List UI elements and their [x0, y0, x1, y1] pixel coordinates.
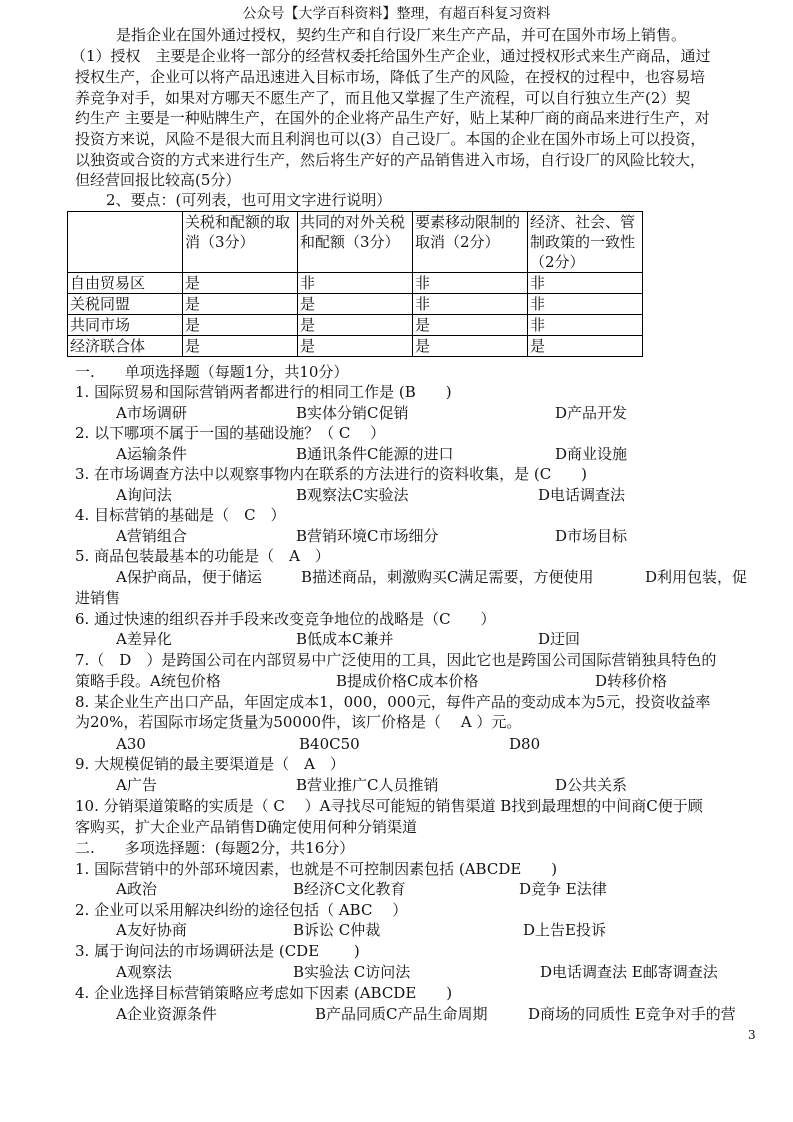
question-4: 4. 目标营销的基础是（ C ）	[75, 506, 286, 524]
mc-question-4: 4. 企业选择目标营销策略应考虑如下因素 (ABCDE )	[75, 984, 453, 1002]
option: A政治	[116, 880, 157, 898]
option: A运输条件	[116, 445, 187, 463]
page-number: 3	[748, 1028, 756, 1042]
option: A询问法	[116, 486, 172, 504]
option: B低成本C兼并	[296, 630, 394, 648]
table-cell: 非	[413, 294, 528, 315]
option: D电话调查法 E邮寄调查法	[540, 963, 718, 981]
question-3: 3. 在市场调查方法中以观察事物内在联系的方法进行的资料收集，是 (C )	[75, 465, 588, 483]
intro-line: 授权生产，企业可以将产品迅速进入目标市场，降低了生产的风险，在授权的过程中，也容易培	[75, 68, 706, 86]
option: A观察法	[116, 963, 172, 981]
option: B营销环境C市场细分	[296, 527, 439, 545]
question-5: 5. 商品包装最基本的功能是（ A ）	[75, 547, 330, 565]
option: A差异化	[116, 630, 172, 648]
option: A30	[116, 735, 146, 753]
option: D电话调查法	[538, 486, 626, 504]
table-cell: 非	[528, 273, 643, 294]
option: B提成价格C成本价格	[336, 672, 479, 690]
section2-title: 二. 多项选择题：(每题2分，共16分）	[75, 839, 355, 857]
mc-question-1: 1. 国际营销中的外部环境因素，也就是不可控制因素包括 (ABCDE )	[75, 860, 558, 878]
question-8: 8. 某企业生产出口产品，年固定成本1，000，000元，每件产品的变动成本为5元，投资收益率	[75, 693, 711, 711]
mc-question-3: 3. 属于询问法的市场调研法是 (CDE )	[75, 942, 360, 960]
option: D80	[509, 735, 541, 753]
option: B诉讼 C仲裁	[293, 921, 381, 939]
intro-line: （1）授权 主要是企业将一部分的经营权委托给国外生产企业，通过授权形式来生产商品，通过	[71, 47, 711, 65]
question-2: 2. 以下哪项不属于一国的基础设施？（ C ）	[75, 424, 386, 442]
option: B40C50	[299, 735, 360, 753]
table-cell: 是	[298, 315, 413, 336]
intro-line: 养竞争对手，如果对方哪天不愿生产了，而且他又掌握了生产流程，可以自行独立生产(2）契	[75, 89, 691, 107]
section1-title: 一. 单项选择题（每题1分，共10分）	[75, 363, 349, 381]
page-header: 公众号【大学百科资料】整理，有超百科复习资料	[242, 6, 551, 22]
table-header-cell: 经济、社会、管制政策的一致性（2分）	[528, 212, 643, 273]
option: D利用包装，促	[645, 568, 748, 586]
question-continuation: 进销售	[75, 589, 121, 607]
intro-line: 以独资或合资的方式来进行生产，然后将生产好的产品销售进入市场，自行设厂的风险比较大，	[75, 151, 706, 169]
option: D竞争 E法律	[519, 880, 607, 898]
comparison-table	[67, 211, 643, 357]
table-cell: 经济联合体	[68, 336, 183, 357]
option: A广告	[116, 776, 157, 794]
table-cell: 共同市场	[68, 315, 183, 336]
table-cell: 是	[413, 315, 528, 336]
option: 策略手段。A统包价格	[75, 672, 221, 690]
option: A企业资源条件	[116, 1005, 217, 1023]
table-cell: 非	[528, 294, 643, 315]
option: B通讯条件C能源的进口	[296, 445, 454, 463]
question-continuation: 为20%，若国际市场定货量为50000件，该厂价格是（ A ）元。	[75, 713, 522, 731]
option: D市场目标	[555, 527, 628, 545]
table-cell: 非	[528, 315, 643, 336]
option: A市场调研	[116, 404, 187, 422]
question-1: 1. 国际贸易和国际营销两者都进行的相同工作是 (B )	[75, 383, 452, 401]
option: D转移价格	[595, 672, 668, 690]
intro-line: 约生产 主要是一种贴牌生产，在国外的企业将产品生产好，贴上某种厂商的商品来进行生产，对	[75, 109, 710, 127]
table-cell: 是	[183, 336, 298, 357]
table-header-cell	[68, 212, 183, 273]
table-cell: 是	[183, 294, 298, 315]
option: B产品同质C产品生命周期	[315, 1005, 488, 1023]
question-6: 6. 通过快速的组织吞并手段来改变竞争地位的战略是（C ）	[75, 610, 496, 628]
option: B实体分销C促销	[296, 404, 409, 422]
points-title: 2、要点：(可列表，也可用文字进行说明）	[106, 191, 392, 209]
table-header-row	[68, 212, 643, 273]
table-row	[68, 273, 643, 294]
table-cell: 非	[298, 273, 413, 294]
table-cell: 非	[413, 273, 528, 294]
option: B经济C文化教育	[293, 880, 406, 898]
intro-line: 但经营回报比较高(5分）	[75, 171, 241, 189]
table-header-cell: 共同的对外关税和配额（3分）	[298, 212, 413, 273]
intro-line: 是指企业在国外通过授权，契约生产和自行设厂来生产产品，并可在国外市场上销售。	[116, 26, 687, 44]
mc-question-2: 2. 企业可以采用解决纠纷的途径包括（ ABC ）	[75, 901, 408, 919]
option: B观察法C实验法	[296, 486, 409, 504]
table-cell: 是	[528, 336, 643, 357]
question-7: 7.（ D ）是跨国公司在内部贸易中广泛使用的工具，因此它也是跨国公司国际营销独具特色的	[75, 651, 717, 669]
option: D商业设施	[555, 445, 628, 463]
table-header-cell: 要素移动限制的取消（2分）	[413, 212, 528, 273]
table-row	[68, 315, 643, 336]
table-header-cell: 关税和配额的取消（3分）	[183, 212, 298, 273]
option: B实验法 C访问法	[293, 963, 411, 981]
table-cell: 是	[298, 294, 413, 315]
option: D商场的同质性 E竞争对手的营	[528, 1005, 736, 1023]
option: B营业推广C人员推销	[296, 776, 439, 794]
option: B描述商品，刺激购买C满足需要，方便使用	[301, 568, 594, 586]
question-9: 9. 大规模促销的最主要渠道是（ A ）	[75, 755, 345, 773]
question-10: 10. 分销渠道策略的实质是（ C ）A寻找尽可能短的销售渠道 B找到最理想的中间商C便于顾	[75, 797, 703, 815]
intro-line: 投资方来说，风险不是很大而且利润也可以(3）自己设厂。本国的企业在国外市场上可以投资，	[75, 130, 706, 148]
question-continuation: 客购买，扩大企业产品销售D确定使用何种分销渠道	[75, 818, 418, 836]
option: A营销组合	[116, 527, 187, 545]
option: D上告E投诉	[523, 921, 606, 939]
table-cell: 是	[183, 315, 298, 336]
table-cell: 自由贸易区	[68, 273, 183, 294]
option: D迂回	[538, 630, 581, 648]
table-cell: 是	[413, 336, 528, 357]
option: A保护商品，便于储运	[116, 568, 262, 586]
table-row	[68, 294, 643, 315]
option: A友好协商	[116, 921, 187, 939]
table-row	[68, 336, 643, 357]
table-cell: 是	[183, 273, 298, 294]
table-cell: 关税同盟	[68, 294, 183, 315]
option: D产品开发	[555, 404, 628, 422]
option: D公共关系	[555, 776, 628, 794]
table-cell: 是	[298, 336, 413, 357]
